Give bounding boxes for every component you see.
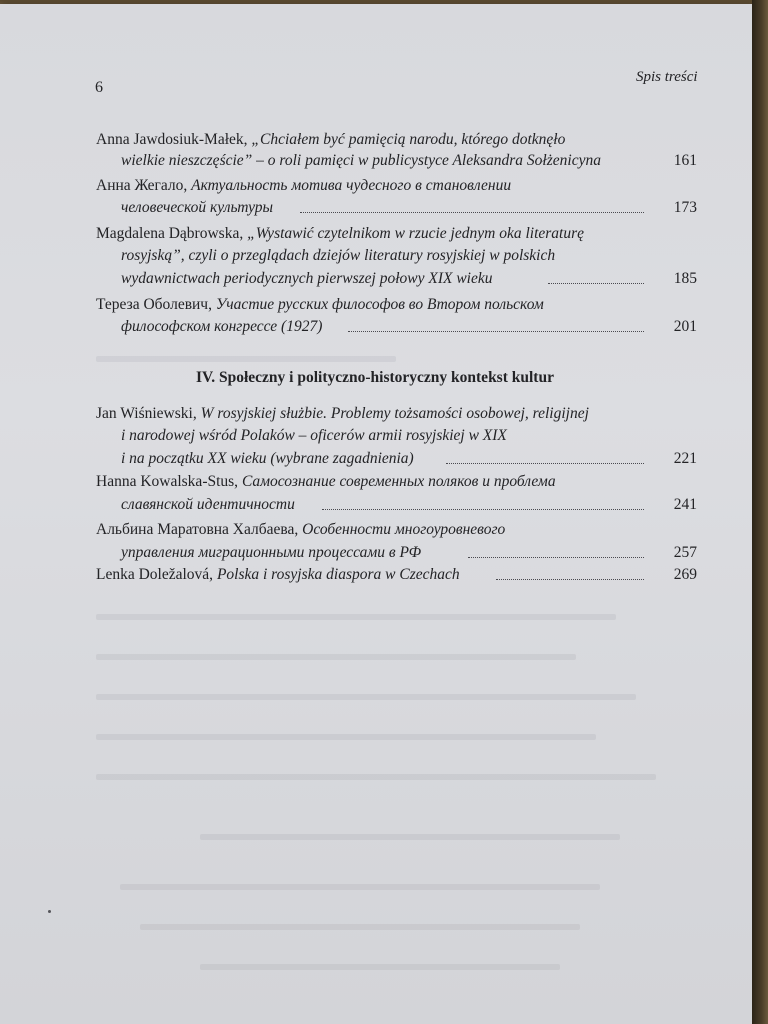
entry-title: управления миграционными процессами в РФ [121, 544, 422, 561]
toc-entry-line [96, 474, 556, 490]
entry-author: Lenka Doležalová, [96, 566, 214, 583]
book-page [0, 4, 752, 1024]
toc-entry-line [96, 226, 584, 242]
show-through [140, 924, 580, 930]
entry-page-number: 241 [673, 496, 697, 513]
entry-author: Hanna Kowalska-Stus, [96, 473, 239, 490]
dot-leader [322, 509, 644, 510]
entry-page-number: 173 [673, 199, 697, 216]
entry-page-number: 201 [673, 318, 697, 335]
entry-title: Участие русских философов во Втором польском [215, 296, 544, 313]
dot-leader [300, 212, 644, 213]
entry-author: Anna Jawdosiuk-Małek, [96, 131, 248, 148]
show-through [200, 834, 620, 840]
dot-leader [548, 283, 644, 284]
entry-author: Magdalena Dąbrowska, [96, 225, 244, 242]
entry-title: wydawnictwach periodycznych pierwszej połowy XIX wieku [121, 270, 493, 287]
entry-author: Тереза Оболевич, [96, 296, 212, 313]
dot-leader [348, 331, 644, 332]
entry-title: „Chciałem być pamięcią narodu, którego dotknęło [251, 131, 566, 148]
toc-entry-line [96, 132, 565, 148]
section-heading: IV. Społeczny i polityczno-historyczny kontekst kultur [196, 369, 554, 386]
show-through [96, 356, 396, 362]
paper-speck [48, 910, 51, 913]
entry-page-number: 221 [673, 450, 697, 467]
show-through [96, 654, 576, 660]
running-title: Spis treści [636, 69, 698, 85]
toc-entry-line [96, 567, 460, 583]
entry-title: rosyjską”, czyli o przeglądach dziejów literatury rosyjskiej w polskich [121, 247, 556, 264]
entry-title: i na początku XX wieku (wybrane zagadnienia) [121, 450, 414, 467]
entry-page-number: 269 [673, 566, 697, 583]
entry-title: wielkie nieszczęście” – o roli pamięci w publicystyce Aleksandra Sołżenicyna [121, 152, 601, 169]
toc-entry-line [96, 297, 544, 313]
entry-author: Альбина Маратовна Халбаева, [96, 521, 299, 538]
toc-entry-line [96, 522, 505, 538]
entry-page-number: 185 [673, 270, 697, 287]
show-through [96, 774, 656, 780]
entry-page-number: 161 [673, 152, 697, 169]
entry-title: Актуальность мотива чудесного в становлении [191, 177, 512, 194]
toc-entry-line [96, 178, 511, 194]
entry-title: Polska i rosyjska diaspora w Czechach [216, 566, 460, 583]
show-through [120, 884, 600, 890]
dot-leader [446, 463, 644, 464]
entry-author: Jan Wiśniewski, [96, 405, 197, 422]
show-through [96, 614, 616, 620]
show-through [96, 694, 636, 700]
entry-title: Особенности многоуровневого [302, 521, 506, 538]
show-through [96, 734, 596, 740]
entry-author: Анна Жегало, [96, 177, 188, 194]
entry-title: W rosyjskiej służbie. Problemy tożsamości osobowej, religijnej [200, 405, 589, 422]
dot-leader [496, 579, 644, 580]
show-through [200, 964, 560, 970]
entry-title: Самосознание современных поляков и проблема [241, 473, 556, 490]
entry-title: i narodowej wśród Polaków – oficerów armii rosyjskiej w XIX [121, 427, 507, 444]
book-spine-shadow [752, 0, 768, 1024]
toc-entry-line [96, 406, 589, 422]
entry-title: человеческой культуры [121, 199, 274, 216]
entry-title: „Wystawić czytelnikom w rzucie jednym oka literaturę [247, 225, 584, 242]
page-number: 6 [95, 79, 103, 96]
entry-page-number: 257 [673, 544, 697, 561]
entry-title: славянской идентичности [121, 496, 295, 513]
dot-leader [468, 557, 644, 558]
entry-title: философском конгрессе (1927) [121, 318, 323, 335]
